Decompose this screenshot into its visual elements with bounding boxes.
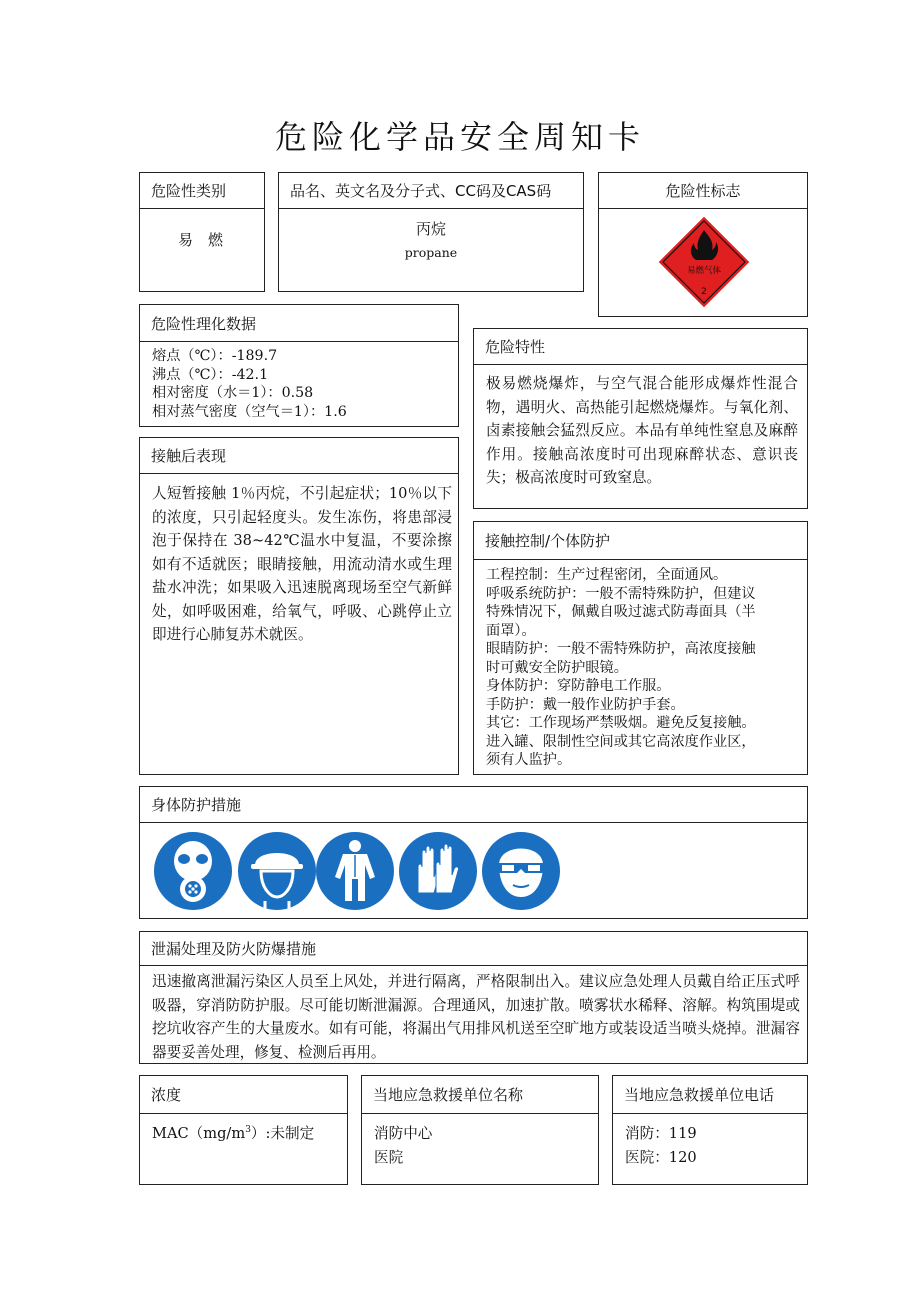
control-line: 身体防护：穿防静电工作服。 xyxy=(486,678,671,694)
control-line: 面罩）。 xyxy=(486,622,536,639)
hazard-category-box xyxy=(139,172,265,292)
exposure-control-box xyxy=(473,521,808,775)
control-line: 时可戴安全防护眼镜。 xyxy=(486,659,628,676)
product-en-name: propane xyxy=(404,245,458,260)
hazard-props-text: 极易燃烧爆炸，与空气混合能形成爆炸性混合物，遇明火、高热能引起燃烧爆炸。与氧化剂、卤素接触会猛烈反应。本品有单纯性窒息及麻醉作用。接触高浓度时可出现麻醉状态、意识丧失；极高浓度时可致窒息。 xyxy=(486,375,798,486)
page-title: 危险化学品安全周知卡 xyxy=(274,118,645,156)
gas-mask-icon xyxy=(153,831,233,911)
hazard-props-box xyxy=(473,328,808,509)
physchem-lines xyxy=(152,347,347,421)
product-cn-name: 丙烷 xyxy=(415,220,446,238)
hazard-category-value: 易 燃 xyxy=(178,231,224,249)
physchem-line: 相对密度（水＝1）：0.58 xyxy=(152,385,314,401)
spill-box xyxy=(139,931,808,1064)
rescue-phone-line: 消防：119 xyxy=(625,1125,697,1142)
safety-goggles-icon xyxy=(481,831,561,911)
protective-suit-icon xyxy=(315,831,395,911)
rescue-phone-line: 医院：120 xyxy=(625,1149,697,1166)
rescue-name-lines xyxy=(374,1122,432,1170)
flammable-gas-sign xyxy=(656,214,752,310)
rescue-name-line: 医院 xyxy=(374,1149,404,1166)
control-line: 手防护：戴一般作业防护手套。 xyxy=(486,696,685,713)
spill-text: 迅速撤离泄漏污染区人员至上风处，并进行隔离，严格限制出入。建议应急处理人员戴自给正压式呼吸器，穿消防防护服。尽可能切断泄漏源。合理通风，加速扩散。喷雾状水稀释、溶解。构筑围堤或挖坑收容产生的大量废水。如有可能，将漏出气用排风机送至空旷地方或装设适当喷头烧掉。泄漏容器要妥善处理，修复、检测后再用。 xyxy=(152,973,800,1061)
hazard-props-header: 危险特性 xyxy=(474,329,807,365)
control-line: 进入罐、限制性空间或其它高浓度作业区， xyxy=(486,733,756,750)
concentration-value xyxy=(152,1122,314,1143)
product-name-box xyxy=(278,172,584,292)
concentration-sup: 3 xyxy=(245,1125,251,1136)
exposure-box xyxy=(139,437,459,775)
exposure-control-lines xyxy=(486,566,804,770)
physchem-box xyxy=(139,304,459,427)
physchem-line: 沸点（℃）：-42.1 xyxy=(152,366,269,383)
physchem-line: 相对蒸气密度（空气＝1）：1.6 xyxy=(152,403,347,420)
rescue-phone-lines xyxy=(625,1122,697,1170)
rescue-name-box xyxy=(361,1075,599,1185)
body-protection-header: 身体防护措施 xyxy=(140,787,807,823)
physchem-line: 熔点（℃）：-189.7 xyxy=(152,348,278,364)
control-line: 须有人监护。 xyxy=(486,752,572,768)
concentration-box xyxy=(139,1075,348,1185)
control-line: 工程控制：生产过程密闭，全面通风。 xyxy=(486,567,728,583)
rescue-name-header: 当地应急救援单位名称 xyxy=(362,1076,598,1114)
concentration-prefix: MAC（mg/m xyxy=(152,1125,246,1142)
exposure-control-header: 接触控制/个体防护 xyxy=(474,522,807,560)
control-line: 特殊情况下，佩戴自吸过滤式防毒面具（半 xyxy=(486,604,756,620)
control-line: 呼吸系统防护：一般不需特殊防护，但建议 xyxy=(486,585,756,602)
hazard-category-header: 危险性类别 xyxy=(140,173,264,209)
spill-header: 泄漏处理及防火防爆措施 xyxy=(140,932,807,966)
exposure-header: 接触后表现 xyxy=(140,438,458,474)
sign-text: 易燃气体 xyxy=(686,266,722,276)
rescue-phone-box xyxy=(612,1075,808,1185)
gloves-icon xyxy=(398,831,478,911)
exposure-text: 人短暂接触 1％丙烷，不引起症状；10％以下的浓度，只引起轻度头。发生冻伤，将患部浸泡于保持在 38~42℃温水中复温，不要涂擦如有不适就医；眼睛接触，用流动清水或生理盐水冲洗；如果吸入迅速脱离现场至空气新鲜处，如呼吸困难，给氧气，呼吸、心跳停止立即进行心肺复苏术就医。 xyxy=(152,485,452,643)
control-line: 眼睛防护：一般不需特殊防护，高浓度接触 xyxy=(486,641,756,657)
sign-class: 2 xyxy=(701,287,707,297)
control-line: 其它：工作现场严禁吸烟。避免反复接触。 xyxy=(486,715,756,731)
physchem-header: 危险性理化数据 xyxy=(140,305,458,342)
hazard-mark-header: 危险性标志 xyxy=(599,173,807,209)
hard-hat-icon xyxy=(237,831,317,911)
concentration-suffix: ）:未制定 xyxy=(250,1125,315,1142)
rescue-name-line: 消防中心 xyxy=(374,1125,433,1142)
product-name-header: 品名、英文名及分子式、CC码及CAS码 xyxy=(279,173,583,209)
rescue-phone-header: 当地应急救援单位电话 xyxy=(613,1076,807,1114)
concentration-header: 浓度 xyxy=(140,1076,347,1114)
hazard-mark-box xyxy=(598,172,808,317)
